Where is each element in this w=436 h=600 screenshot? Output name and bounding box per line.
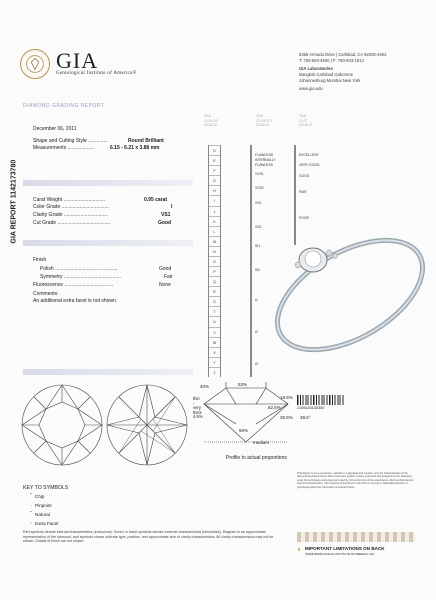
carat-label: Carat Weight ..............................	[33, 197, 106, 203]
important-limitations: IMPORTANT LIMITATIONS ON BACK	[305, 546, 385, 551]
finish-heading: Finish	[33, 257, 47, 263]
girdle-percent: 40%	[200, 384, 210, 389]
cut-grade-label: VERY GOOD	[299, 163, 320, 167]
clarity-grade-label: I2	[255, 330, 258, 334]
symmetry-value: Fair	[164, 274, 173, 280]
color-grade-cell: K	[209, 216, 220, 226]
cut-label: Cut Grade ......................................	[33, 220, 111, 226]
brand-subtitle: Gemological Institute of America®	[56, 71, 137, 76]
clarity-grade-label: I3	[255, 362, 258, 366]
natural-symbol-icon: ˆ	[30, 512, 32, 518]
pavilion-angle: 38.6°	[300, 415, 311, 420]
color-grade-cell: G	[209, 175, 220, 185]
measurements-value: 6.15 - 6.21 x 3.88 mm	[110, 145, 160, 151]
address-line: 5355 Armada Drive | Carlsbad, CA 92008-4602	[299, 52, 387, 57]
clarity-scale-line	[250, 145, 252, 377]
polish-label: Polish .............................................	[40, 266, 118, 272]
color-grade-cell: I	[209, 195, 220, 205]
symmetry-label: Symmetry .........................................	[40, 274, 121, 280]
color-value: I	[171, 204, 173, 210]
address-line: Johannesburg Mumbai New York	[299, 78, 361, 83]
color-grade-cell: F	[209, 165, 220, 175]
polish-value: Good	[159, 266, 172, 272]
cut-scale-header: GIA CUT SCALE	[299, 113, 313, 127]
barcode-number: 2105143130350	[297, 406, 325, 410]
color-grade-cell: L	[209, 226, 220, 236]
table-percent: 53%	[238, 382, 248, 387]
comments-value: An additional extra facet is not shown.	[33, 298, 118, 304]
clarity-grade-label: SI2	[255, 268, 261, 272]
additional-info-band: ADDITIONAL GRADING INFORMATION	[23, 240, 193, 246]
address-line: GIA Laboratories	[299, 66, 333, 71]
pinpoint-symbol-icon: ·	[30, 503, 32, 509]
color-grade-cell: M	[209, 236, 220, 246]
inclusion-marker: ·	[170, 398, 172, 404]
color-grade-cell: X	[209, 347, 220, 357]
chip-symbol-icon: ˇ	[30, 494, 32, 500]
color-grade-cell: R	[209, 286, 220, 296]
cut-grade-label: POOR	[299, 216, 309, 220]
copyright: ©2008 GEMOLOGICAL INSTITUTE OF AMERICA, INC.	[305, 552, 376, 556]
color-grade-cell: E	[209, 155, 220, 165]
clarity-grade-label: I1	[255, 298, 258, 302]
address-line: Bangkok Carlsbad Gaborone	[299, 72, 354, 77]
cut-grade-label: FAIR	[299, 190, 307, 194]
clarity-grade-label: VS1	[255, 201, 262, 205]
report-title: DIAMOND GRADING REPORT	[23, 103, 105, 109]
shape-value: Round Brilliant	[128, 138, 164, 144]
proportions-caption: Profile to actual proportions	[226, 455, 287, 461]
crown-plot	[22, 385, 102, 465]
plot-band: ADDITIONAL INSPECTION	[23, 369, 193, 375]
barcode	[297, 395, 345, 405]
fluorescence-value: None	[159, 282, 171, 288]
cut-grade-label: EXCELLENT	[299, 153, 319, 157]
clarity-grade-label: VVS2	[255, 186, 264, 190]
clarity-label: Clarity Grade ................................	[33, 212, 109, 218]
color-grade-cell: H	[209, 185, 220, 195]
extra-facet-symbol-icon: ◦	[30, 521, 33, 527]
gia-seal-icon	[20, 49, 50, 79]
clarity-grade-label: VVS1	[255, 172, 264, 176]
carat-value: 0.95 carat	[144, 197, 168, 203]
symbol-natural: ˆ Natural	[30, 512, 50, 518]
cut-grade-label: GOOD	[299, 174, 310, 178]
total-depth-percent: 62.6%	[268, 405, 281, 410]
brand-logo: GIA	[56, 48, 99, 73]
security-pattern	[297, 532, 415, 542]
measurements-label: Measurements ...................	[33, 145, 94, 151]
report-date: December 06, 2011	[33, 126, 77, 132]
symbol-pinpoint: · Pinpoint	[30, 503, 52, 509]
cut-value: Good	[158, 220, 172, 226]
grading-results-band: GRADING RESULTS - GIA 4Cs	[23, 180, 193, 186]
pavilion-plot	[107, 385, 187, 465]
culet-size: medium	[253, 440, 270, 445]
color-scale	[208, 145, 221, 377]
fluorescence-label: Fluorescence ...................................	[33, 282, 114, 288]
clarity-grade-label: INTERNALLY	[255, 158, 276, 162]
address-line: T: 760-603-4500 | F: 760-603-1814	[299, 58, 364, 63]
clarity-scale-header: GIA CLARITY SCALE	[256, 113, 273, 127]
clarity-grade-label: FLAWLESS	[255, 153, 273, 157]
color-label: Color Grade ..................................	[33, 204, 109, 210]
color-scale-header: GIA COLOR SCALE	[204, 113, 219, 127]
color-grade-cell: Q	[209, 276, 220, 286]
color-grade-cell: S	[209, 296, 220, 306]
color-grade-cell: P	[209, 266, 220, 276]
color-grade-cell: J	[209, 206, 220, 216]
color-grade-cell: W	[209, 337, 220, 347]
key-to-symbols-title: KEY TO SYMBOLS	[23, 485, 69, 491]
color-grade-cell: T	[209, 306, 220, 316]
footnote: Red symbols denote internal characteristics (inclusions). Green or black symbols denote external characteristics (blemishes). Diagram is an approximate representation of the diamond, and symbols shown indicate type, position, and approximate size of clarity characteristics. All clarity characteristics may not be shown. Details of finish are not shown.	[23, 530, 274, 543]
fine-print: This Report is not a guarantee, valuation or appraisal and contains only the characteristics of the diamond described herein after it has been graded, tested, examined and analyzed by the laboratory using the techniques and equipment used by GIA at the time of the examination. Red symbols denote internal characteristics. The recipient of this Report may wish to consult a credentialed jeweler or gemologist about the information contained herein.	[297, 472, 414, 489]
shape-label: Shape and Cutting Style ..............	[33, 138, 108, 144]
clarity-grade-label: SI1	[255, 244, 261, 248]
color-grade-cell: Y	[209, 357, 220, 367]
clarity-plot-diagrams	[20, 382, 190, 468]
pavilion-depth-percent: 39.5%	[280, 415, 293, 420]
color-grade-cell: Z	[209, 367, 220, 377]
report-number-vertical: GIA REPORT 1142173780	[10, 159, 18, 244]
ring-photo	[255, 215, 435, 370]
color-grade-cell: O	[209, 256, 220, 266]
girdle-thickness: thin - very thick 4.5%	[193, 396, 203, 419]
clarity-value: VS1	[161, 212, 171, 218]
clarity-grade-label: VS2	[255, 225, 262, 229]
color-grade-cell: N	[209, 246, 220, 256]
proportions-diagram	[196, 380, 296, 448]
crown-height-percent: 18.5%	[280, 395, 293, 400]
comments-label: Comments:	[33, 291, 59, 297]
color-grade-cell: D	[209, 145, 220, 155]
lock-icon: 🔒	[297, 547, 301, 551]
website: www.gia.edu	[299, 86, 323, 91]
color-grade-cell: V	[209, 327, 220, 337]
symbol-chip: ˇ Chip	[30, 494, 45, 500]
symbol-extra-facet: ◦ Extra Facet	[30, 521, 59, 527]
lower-half-percent: 60%	[239, 428, 249, 433]
color-grade-cell: U	[209, 316, 220, 326]
clarity-grade-label: FLAWLESS	[255, 163, 273, 167]
